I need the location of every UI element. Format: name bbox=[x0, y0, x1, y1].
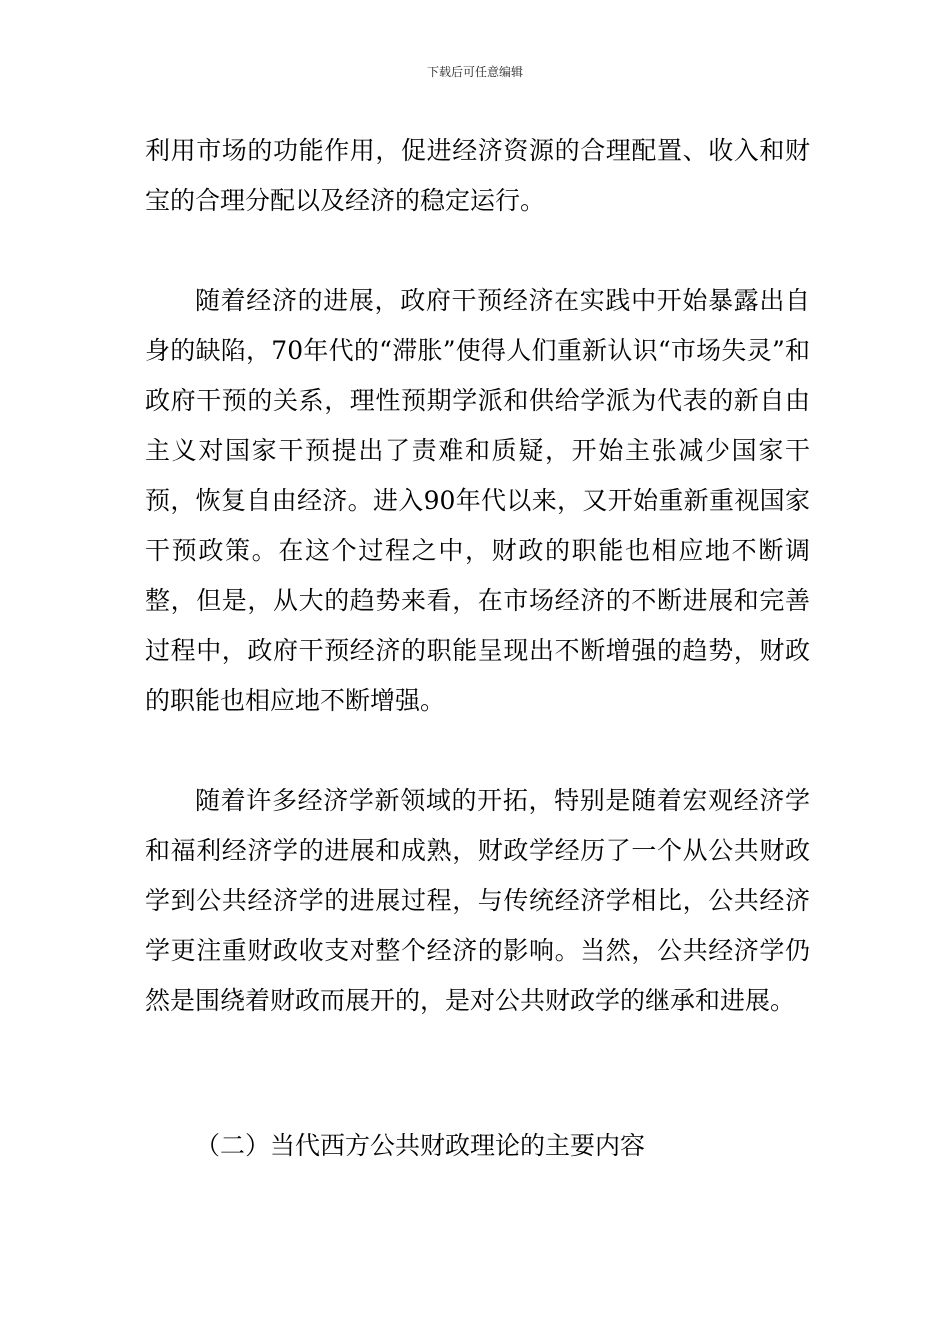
page-header: 下载后可任意编辑 bbox=[426, 65, 523, 79]
section-heading: （二）当代西方公共财政理论的主要内容 bbox=[195, 1131, 646, 1160]
paragraph-public-economics: 随着许多经济学新领域的开拓，特别是随着宏观经济学和福利经济学的进展和成熟，财政学经历了一个从公共财政学到公共经济学的进展过程，与传统经济学相比，公共经济学更注重财政收支对整个经济的影响。当然，公共经济学仍然是围绕着财政而展开的，是对公共财政学的继承和进展。 bbox=[145, 786, 810, 1015]
paragraph-continuation: 利用市场的功能作用，促进经济资源的合理配置、收入和财宝的合理分配以及经济的稳定运行。 bbox=[145, 136, 810, 215]
paragraph-fiscal-intervention: 随着经济的进展，政府干预经济在实践中开始暴露出自身的缺陷，70年代的“滞胀”使得人们重新认识“市场失灵”和政府干预的关系，理性预期学派和供给学派为代表的新自由主义对国家干预提出了责难和质疑，开始主张减少国家干预，恢复自由经济。进入90年代以来，又开始重新重视国家干预政策。在这个过程之中，财政的职能也相应地不断调整，但是，从大的趋势来看，在市场经济的不断进展和完善过程中，政府干预经济的职能呈现出不断增强的趋势，财政的职能也相应地不断增强。 bbox=[145, 286, 810, 715]
